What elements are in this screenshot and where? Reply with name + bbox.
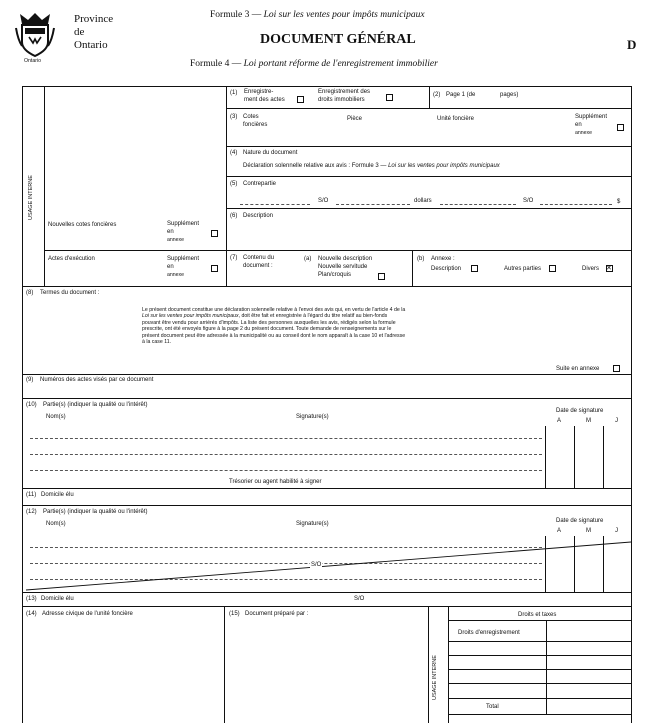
page-title: DOCUMENT GÉNÉRAL [260,32,416,47]
box-b-autres: Autres parties [504,266,542,272]
box4-declaration-text: Déclaration solennelle relative aux avis : Formule 3 — [243,163,389,169]
box-b-description: Description [431,266,462,272]
box7-contenu-line2: document : [243,263,273,269]
box11-text: Domicile élu [41,492,74,498]
box10-a: A [557,418,562,424]
box12-date-signature: Date de signature [556,518,604,524]
droits-title: Droits et taxes [518,612,557,618]
box7-label: (7) [230,255,238,261]
box-b-annexe: Annexe : [431,256,455,262]
crest-caption: Ontario [24,58,42,64]
box12-m: M [586,528,591,534]
box8-label: (8) [26,290,34,296]
box14-text: Adresse civique de l'unité foncière [42,611,133,617]
box8-p2: , doit être fait et enregistrée à l'égard du titre relatif au bien-fonds [238,313,388,320]
supplement-1-line2: en [167,229,174,235]
box2-pages: pages) [500,92,519,98]
supplement-2-line3: annexe [167,272,185,278]
box12-label: (12) [26,509,37,515]
box13-so: S/O [354,596,365,602]
droits-enregistrement: Droits d'enregistrement [458,630,520,636]
usage-interne-left: USAGE INTERNE [28,175,34,220]
box12-a: A [557,528,562,534]
box-a-line3: Plan/croquis [318,272,352,278]
box10-tresorier: Trésorier ou agent habilité à signer [229,479,322,485]
box10-date-signature: Date de signature [556,408,604,414]
formule3-law: Loi sur les ventes pour impôts municipaux [263,10,425,20]
box10-signatures: Signature(s) [296,414,329,420]
corner-letter: D [627,37,637,52]
box14-label: (14) [26,611,37,617]
box5-label: (5) [230,181,238,187]
formule3-prefix: Formule 3 — [210,10,264,20]
box10-label: (10) [26,402,37,408]
box5-so2: S/O [523,198,534,204]
box8-p5: présent document peut être adressée à la municipalité ou au conseil dont le nom apparaît à la case 10 et l'adresse [142,332,406,339]
box12-title: Partie(s) (indiquer la qualité ou l'intérêt) [43,509,148,515]
nouvelles-cotes-label: Nouvelles cotes foncières [48,222,117,228]
box6-description: Description [243,213,274,219]
box-a-line1: Nouvelle description [318,256,373,262]
box-a-line2: Nouvelle servitude [318,264,368,270]
box12-j: J [615,528,618,534]
box1-droits-line1: Enregistrement des [318,89,371,95]
box-b-label: (b) [417,256,425,262]
province-line1: Province [74,13,114,25]
box5-dollars: dollars [414,198,432,204]
box3-supplement-line1: Supplément [575,114,608,120]
supplement-1-line3: annexe [167,237,185,243]
box9-text: Numéros des actes visés par ce document [40,377,154,383]
box1-enregistrement-line2: ment des actes [244,97,285,103]
box4-label: (4) [230,150,238,156]
box8-p1: Le présent document constitue une déclaration solennelle relative à l'envoi des avis qui, en vertu de l'article 4 de la [142,307,406,313]
box11-label: (11) [26,492,37,498]
box15-label: (15) [229,611,240,617]
supplement-2-line2: en [167,264,174,270]
box4-declaration-law: Loi sur les ventes pour impôts municipaux [388,163,500,169]
box3-unite: Unité foncière [437,116,475,122]
supplement-2-line1: Supplément [167,256,200,262]
box12-so: S/O [311,562,322,568]
box9-label: (9) [26,377,34,383]
usage-interne-right: USAGE INTERNE [432,655,438,700]
formule4-prefix: Formule 4 — [190,59,244,69]
formule4-law: Loi portant réforme de l'enregistrement immobilier [243,59,438,69]
box6-label: (6) [230,213,238,219]
box10-j: J [615,418,618,424]
box12-signatures: Signature(s) [296,521,329,527]
supplement-1-line1: Supplément [167,221,200,227]
box3-piece: Pièce [347,116,363,122]
box5-contrepartie: Contrepartie [243,181,277,187]
box10-title: Partie(s) (indiquer la qualité ou l'intérêt) [43,402,148,408]
box15-text: Document préparé par : [245,611,309,617]
box8-title: Termes du document : [40,290,100,296]
box2-label: (2) [433,92,441,98]
box7-contenu-line1: Contenu du [243,255,275,261]
box8-p6: à la case 11. [142,339,172,346]
droits-total: Total [486,704,499,710]
province-line3: Ontario [74,39,108,51]
box3-cotes-line1: Cotes [243,114,259,120]
province-line2: de [74,26,85,38]
box3-cotes-line2: foncières [243,122,268,128]
box1-label: (1) [230,90,238,96]
box5-so: S/O [318,198,329,204]
box8-suite: Suite en annexe [556,366,600,372]
box10-m: M [586,418,591,424]
box8-p4: prescrite, ont été envoyés figure à la page 2 du présent document. Toute demande de renseignements sur le [142,326,392,333]
box2-page: Page 1 (de [446,92,476,98]
actes-execution-label: Actes d'exécution [48,256,95,262]
box-b-divers-mark: ✕ [606,265,612,272]
box10-noms: Nom(s) [46,414,66,420]
box-a-label: (a) [304,256,312,262]
box13-label: (13) [26,596,37,602]
box12-noms: Nom(s) [46,521,66,527]
box3-label: (3) [230,114,238,120]
box8-p3: pouvant être vendu pour arriérés d'impôts. La liste des personnes auxquelles les avis, rédigés selon la formule [142,319,396,326]
box4-nature: Nature du document [243,150,298,156]
box5-dollar-sign: $ [617,199,621,205]
box8-p2-law: Loi sur les ventes pour impôts municipaux [142,313,239,320]
box1-droits-line2: droits immobiliers [318,97,365,103]
box13-text: Domicile élu [41,596,74,602]
box3-supplement-line3: annexe [575,130,593,136]
box3-supplement-line2: en [575,122,582,128]
box1-enregistrement-line1: Enregistre- [244,89,274,95]
box-b-divers: Divers [582,266,600,272]
